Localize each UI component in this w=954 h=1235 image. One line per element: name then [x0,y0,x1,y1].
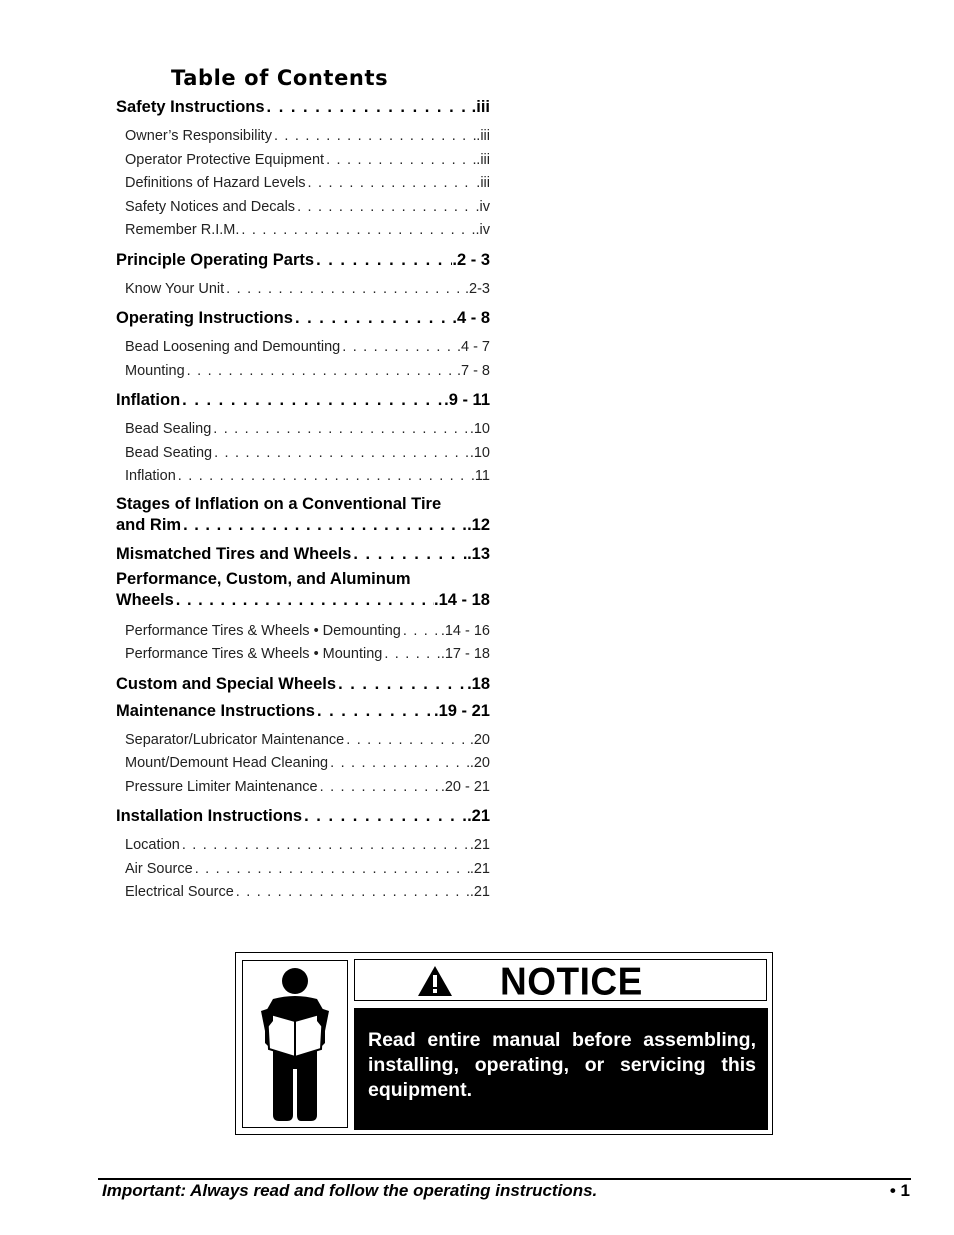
toc-page-number: .20 - 21 [440,778,490,795]
dot-leader [272,125,476,149]
toc-section-row [116,803,490,830]
toc-entry-title: Location [125,837,180,853]
toc-page-number: .7 - 8 [456,362,490,379]
toc-entry-row [125,752,490,776]
dot-leader [295,196,475,220]
toc-subsection [116,278,490,302]
notice-heading: NOTICE [500,959,643,1003]
toc-entry-title: Safety Instructions [116,98,265,116]
toc-section-row [116,387,490,414]
dot-leader [181,514,467,536]
toc-entry-row [125,219,490,243]
toc-section-row [116,698,490,725]
toc-subsection [116,149,490,173]
toc-entry-row [125,881,490,905]
toc-page-number: .2 - 3 [452,250,490,269]
dot-leader [302,803,467,830]
toc-entry-row [125,418,490,442]
toc-page-number: .17 - 18 [440,646,490,662]
dot-leader [336,671,467,698]
toc-entry-title: Air Source [125,860,193,877]
toc-page-number: .12 [467,515,490,534]
toc-section [116,493,490,541]
toc-subsection [116,834,490,858]
warning-triangle-icon [417,965,453,997]
toc-subsection [116,858,490,882]
toc-entry-row [125,858,490,882]
toc-entry-title: Installation Instructions [116,807,303,825]
toc-entry-title: Mismatched Tires and Wheels [116,544,352,563]
dot-leader [324,149,476,173]
dot-leader [234,881,470,905]
toc-page-number: .iii [476,128,490,144]
reading-figure-panel [242,960,348,1128]
toc-section-title-line: Stages of Inflation on a Conventional Tire [116,494,442,513]
toc-section [116,568,490,616]
dot-leader [212,442,470,466]
toc-page-number: .iii [471,98,490,116]
toc-page-number: .9 - 11 [444,391,490,409]
dot-leader [306,172,477,196]
toc-page-number: .21 [467,807,490,825]
toc-entry-title: Bead Seating [125,444,213,461]
dot-leader [176,465,471,489]
dot-leader [315,698,434,725]
toc-entry-title: Wheels [116,590,174,609]
toc-section [116,247,490,274]
toc-section [116,387,490,414]
toc-section-row [116,541,490,568]
toc-entry-title: Bead Loosening and Demounting [125,339,341,355]
toc-entry-title: Separator/Lubricator Maintenance [125,731,345,748]
toc-page-number: .20 [469,731,490,748]
dot-leader [401,620,441,644]
page-number: • 1 [889,1181,910,1200]
toc-subsection [116,336,490,360]
dot-leader [328,752,470,776]
toc-entry-row [125,172,490,196]
toc-section [116,698,490,725]
toc-entry-title: Owner’s Responsibility [125,128,272,144]
toc-title: Table of Contents [171,66,389,90]
toc-entry-title: Bead Sealing [125,421,212,437]
toc-subsection [116,752,490,776]
toc-entry-title: Performance Tires & Wheels • Mounting [125,646,383,662]
toc-entry-row [125,149,490,173]
dot-leader [174,589,434,611]
toc-subsection [116,172,490,196]
toc-entry-row [125,834,490,858]
toc-page-number: .iii [476,151,490,168]
toc-entry-title: Maintenance Instructions [116,701,315,720]
toc-page-number: .11 [470,468,490,484]
toc-entry-title: Safety Notices and Decals [125,198,296,215]
toc-page-number: .14 - 16 [440,622,490,639]
toc-entry-title: and Rim [116,515,182,534]
toc-entry-title: Electrical Source [125,884,234,900]
toc-entry-row [125,643,490,667]
toc-subsection [116,465,490,489]
toc-page-number: .iv [475,222,490,238]
toc-section-row [116,589,490,611]
toc-subsection [116,643,490,667]
toc-subsection [116,620,490,644]
toc-entry-row [125,776,490,800]
toc-page-number: .14 - 18 [434,590,490,609]
dot-leader [293,305,452,332]
dot-leader [382,643,441,667]
toc-entry-row [125,278,490,302]
toc-page-number: .10 [469,444,490,461]
toc-page-number: .21 [469,860,490,877]
dot-leader [211,418,470,442]
dot-leader [224,278,465,302]
toc-subsection [116,219,490,243]
dot-leader [351,541,467,568]
toc-entry-title: Custom and Special Wheels [116,674,337,693]
toc-page-number: .10 [469,421,490,437]
toc-section [116,803,490,830]
toc-entry-row [125,196,490,220]
toc-entry-title: Performance Tires & Wheels • Demounting [125,622,401,639]
toc-page-number: .iii [476,175,490,191]
footer-note: Important: Always read and follow the operating instructions. [102,1181,598,1200]
toc-page-number: .4 - 7 [456,339,490,355]
toc-subsection [116,729,490,753]
toc-section [116,541,490,568]
toc-subsection [116,125,490,149]
toc-entry-title: Inflation [125,468,176,484]
toc-entry-title: Inflation [116,391,181,409]
toc-page-number: .13 [467,544,490,563]
dot-leader [340,336,457,360]
toc-section-row [116,671,490,698]
toc-entry-row [125,729,490,753]
notice-header [354,959,767,1001]
dot-leader [180,834,470,858]
person-reading-manual-icon [243,961,347,1127]
toc-entry-row [125,620,490,644]
dot-leader [239,219,475,243]
toc-entry-title: Know Your Unit [125,280,225,297]
toc-section [116,671,490,698]
toc-subsection [116,418,490,442]
toc-page-number: .2-3 [465,280,490,297]
toc-subsection [116,196,490,220]
toc-subsection [116,881,490,905]
toc-entry-title: Mounting [125,362,185,379]
toc-subsection [116,442,490,466]
toc-page-number: .19 - 21 [434,701,490,720]
dot-leader [314,247,452,274]
toc-page-number: .21 [469,837,490,853]
toc-entry-title: Pressure Limiter Maintenance [125,778,318,795]
dot-leader [265,94,472,121]
toc-entry-title: Definitions of Hazard Levels [125,175,306,191]
toc-section-row [116,305,490,332]
toc-subsection [116,776,490,800]
dot-leader [185,360,457,384]
toc-page-number: .4 - 8 [452,309,490,327]
toc-page-number: .18 [467,674,490,693]
toc-entry-title: Operator Protective Equipment [125,151,325,168]
toc-page-number: .iv [475,198,490,215]
toc-entry-title: Principle Operating Parts [116,250,315,269]
toc-section [116,94,490,121]
toc-section-title-line: Performance, Custom, and Aluminum [116,569,411,588]
toc-subsection [116,360,490,384]
toc-section-row [116,94,490,121]
toc-page-number: .21 [469,884,490,900]
table-of-contents [116,94,490,909]
toc-entry-row [125,465,490,489]
toc-section [116,305,490,332]
spacer [116,905,490,909]
dot-leader [180,387,444,414]
toc-page-number: .20 [469,755,490,771]
toc-entry-title: Remember R.I.M. [125,222,240,238]
footer-divider [98,1178,911,1180]
toc-entry-title: Operating Instructions [116,309,293,327]
notice-message: Read entire manual before assembling, installing, operating, or servicing this equipment. [354,1008,768,1130]
dot-leader [318,776,441,800]
dot-leader [344,729,470,753]
toc-entry-row [125,125,490,149]
toc-entry-row [125,360,490,384]
toc-entry-title: Mount/Demount Head Cleaning [125,755,329,771]
toc-section-row [116,514,490,536]
toc-entry-row [125,442,490,466]
dot-leader [193,858,470,882]
toc-entry-row [125,336,490,360]
toc-section-row [116,247,490,274]
